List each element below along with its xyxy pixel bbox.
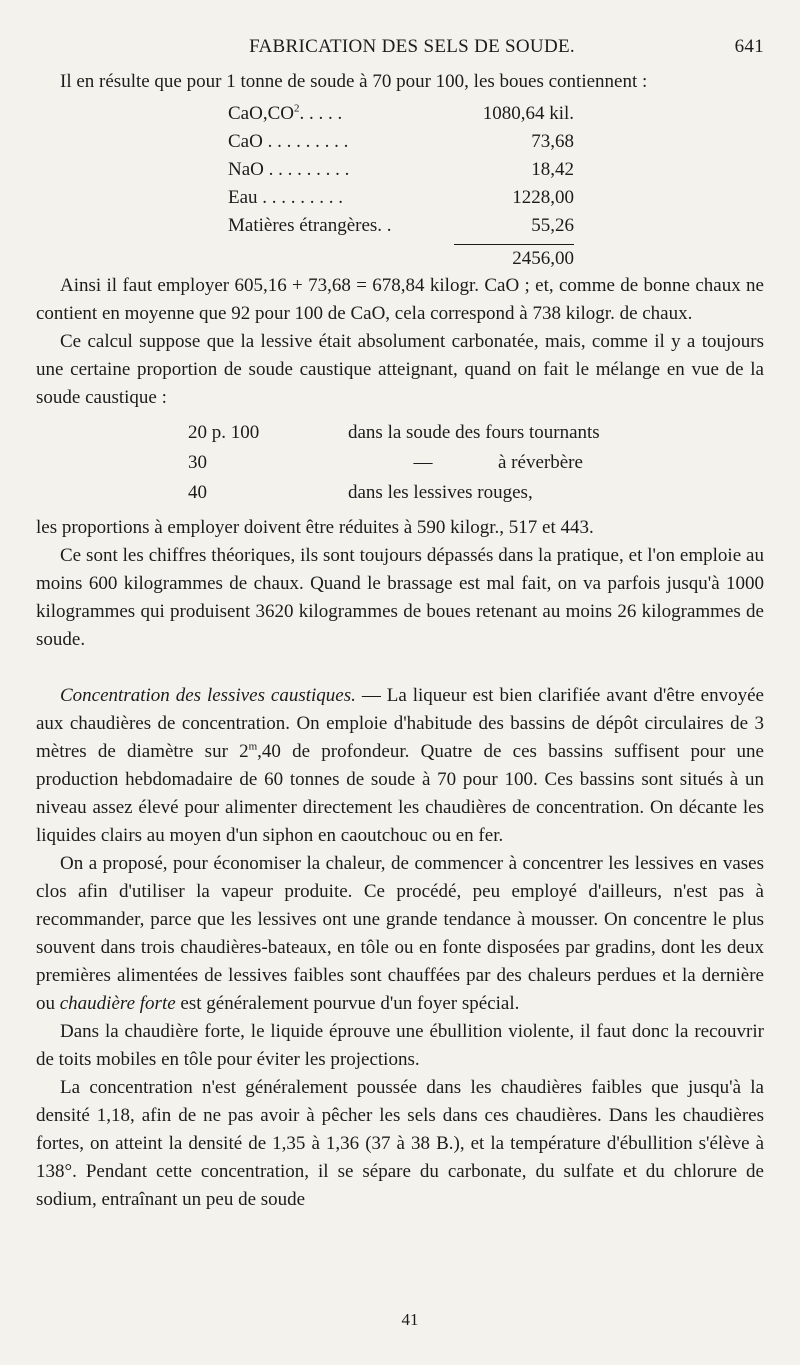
paragraph: On a proposé, pour économiser la chaleur, de commencer à concentrer les lessives en vases clos afin d'utiliser la vapeur produite. Ce procédé, peu employé d'ailleurs, n'est pas à recommander, parce que les lessives ont une grande tendance à mousser. On concentre le plus souvent dans trois chaudières-bateaux, en tôle ou en fonte disposées par gradins, dont les deux premières alimentées de lessives faibles sont chauffées par des chaleurs perdues et la dernière ou chaudière forte est généralement pourvue d'un foyer spécial. (36, 853, 764, 1014)
paragraph: Ce calcul suppose que la lessive était absolument carbonatée, mais, comme il y a toujours une certaine proportion de soude caustique atteignant, quand on fait le mélange en vue de la soude caustique : (36, 331, 764, 408)
percentage: 20 p. 100 (188, 422, 260, 443)
row-value: 73,68 (531, 131, 574, 152)
table-row (228, 212, 764, 240)
intro-paragraph: Il en résulte que pour 1 tonne de soude à 70 pour 100, les boues contiennent : (60, 71, 648, 92)
body-text (36, 68, 764, 1214)
page-number: 641 (734, 36, 764, 57)
table-row (188, 448, 764, 478)
percentage: 30 (188, 452, 207, 473)
section-paragraph: Concentration des lessives caustiques. — La liqueur est bien clarifiée avant d'être envoyée aux chaudières de concentration. On emploie d'habitude des bassins de dépôt circulaires de 3 mètres de diamètre sur 2$^m$,40 de profondeur. Quatre de ces bassins suffisent pour une production hebdomadaire de 60 tonnes de soude à 70 pour 100. Ces bassins sont situés à un niveau assez élevé pour alimenter directement les chaudières de concentration. On décante les liquides clairs au moyen d'un siphon en caoutchouc ou en fer. (36, 685, 764, 846)
header-title: FABRICATION DES SELS DE SOUDE. (249, 36, 575, 57)
signature-number: 41 (401, 1310, 419, 1329)
description: — à réverbère (348, 448, 668, 478)
section-title: Concentration des lessives caustiques. (60, 685, 356, 706)
emphasis: chaudière forte (59, 993, 176, 1014)
paragraph: Ce sont les chiffres théoriques, ils sont toujours dépassés dans la pratique, et l'on emploie au moins 600 kilogrammes de chaux. Quand le brassage est mal fait, on va parfois jusqu'à 1000 kilogrammes qui produisent 3620 kilogrammes de boues retenant au moins 26 kilogrammes de soude. (36, 545, 764, 650)
description: dans la soude des fours tournants (348, 422, 600, 443)
paragraph: Dans la chaudière forte, le liquide éprouve une ébullition violente, il faut donc la recouvrir de toits mobiles en tôle pour éviter les projections. (36, 1021, 764, 1070)
row-value: 1080,64 kil. (482, 103, 574, 124)
table-total: 2456,00 (454, 244, 574, 271)
description: dans les lessives rouges, (348, 482, 533, 503)
caustic-soda-table (188, 418, 764, 508)
table-total-row (228, 240, 764, 268)
row-label: Matières étrangères. . (228, 215, 392, 236)
row-value: 1228,00 (512, 187, 574, 208)
ditto-dash: — (413, 452, 433, 473)
row-value: 55,26 (531, 215, 574, 236)
mud-composition-table (228, 100, 764, 268)
row-value: 18,42 (531, 159, 574, 180)
table-row (228, 128, 764, 156)
table-row (228, 184, 764, 212)
table-row (188, 418, 764, 448)
table-row (188, 478, 764, 508)
row-label: CaO . . . . . . . . . (228, 131, 349, 152)
table-row (228, 100, 764, 128)
row-label: $CaO,CO^2$. . . . . (228, 102, 343, 124)
row-label: NaO . . . . . . . . . (228, 159, 350, 180)
running-header (60, 36, 764, 64)
paragraph: La concentration n'est généralement poussée dans les chaudières faibles que jusqu'à la densité 1,18, afin de ne pas avoir à pêcher les sels dans ces chaudières. Dans les chaudières fortes, on atteint la densité de 1,35 à 1,36 (37 à 38 B.), et la température d'ébullition s'élève à 138°. Pendant cette concentration, il se sépare du carbonate, du sulfate et du chlorure de sodium, entraînant un peu de soude (36, 1077, 764, 1210)
paragraph: les proportions à employer doivent être réduites à 590 kilogr., 517 et 443. (36, 517, 594, 538)
table-row (228, 156, 764, 184)
row-label: Eau . . . . . . . . . (228, 187, 344, 208)
paragraph: Ainsi il faut employer 605,16 + 73,68 = 678,84 kilogr. CaO ; et, comme de bonne chaux ne contient en moyenne que 92 pour 100 de CaO, cela correspond à 738 kilogr. de chaux. (36, 275, 764, 324)
percentage: 40 (188, 482, 207, 503)
